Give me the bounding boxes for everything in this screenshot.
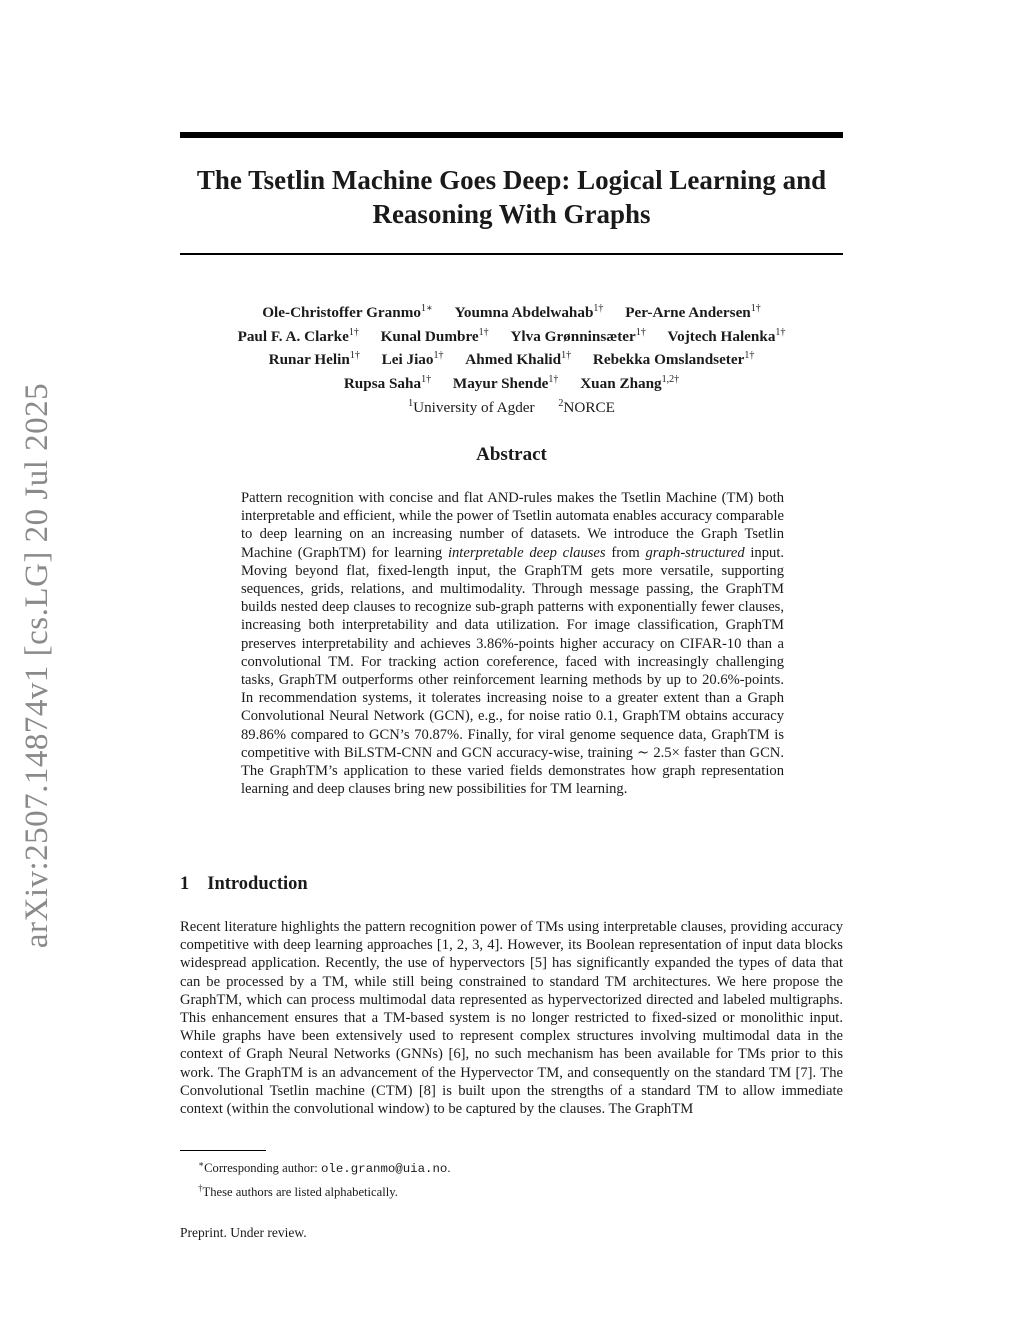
footnotes: [198, 1155, 451, 1201]
introduction-paragraph: Recent literature highlights the pattern recognition power of TMs using interpretable clauses, providing accuracy competitive with deep learning approaches [1, 2, 3, 4]. However, its Boolean representation of input data blocks widespread application. Recently, the use of hypervectors [5] has significantly expanded the types of data that can be processed by a TM, while still being constrained to standard TM architectures. We here propose the GraphTM, which can process multimodal data represented as hypervectorized directed and labeled multigraphs. This enhancement ensures that a TM-based system is no longer restricted to fixed-sized or monolithic input. While graphs have been extensively used to represent complex structures involving multimodal data in the context of Graph Neural Networks (GNNs) [6], no such mechanism has been available for TMs prior to this work. The GraphTM is an advancement of the Hypervector TM, and consequently on the standard TM [7]. The Convolutional Tsetlin machine (CTM) [8] is built upon the strengths of a standard TM to allow immediate context (within the convolutional window) to be captured by the clauses. The GraphTM: [180, 919, 843, 1118]
author-email-link[interactable]: ole.granmo@uia.no: [320, 1162, 448, 1177]
author: Paul F. A. Clarke$^{1\dagger}$: [237, 326, 359, 345]
author-row: [150, 323, 873, 347]
author-block: [150, 299, 873, 417]
abstract-heading: Abstract: [476, 444, 547, 465]
author: Per-Arne Andersen$^{1\dagger}$: [625, 303, 761, 322]
footnote-alphabetical: †These authors are listed alphabetically.: [198, 1182, 398, 1199]
author: Ahmed Khalid$^{1\dagger}$: [465, 350, 572, 369]
author: Ole-Christoffer Granmo$^{1∗}$: [262, 303, 433, 322]
arxiv-side-stamp: [14, 380, 62, 950]
author-row: [150, 370, 873, 394]
paper-title: The Tsetlin Machine Goes Deep: Logical Learning and Reasoning With Graphs: [196, 165, 827, 229]
author: Kunal Dumbre$^{1\dagger}$: [380, 326, 489, 345]
section-title: Introduction: [207, 874, 308, 894]
author-row: [150, 346, 873, 370]
abstract-emphasis: interpretable deep clauses: [447, 544, 606, 561]
author: Runar Helin$^{1\dagger}$: [268, 350, 360, 369]
preprint-note: Preprint. Under review.: [180, 1225, 307, 1240]
section-heading-introduction: [180, 874, 308, 895]
author: Xuan Zhang$^{1,2\dagger}$: [580, 373, 680, 393]
title-top-rule: [180, 132, 843, 138]
footnote-corresponding-author: ∗Corresponding author: ole.granmo@uia.no.: [198, 1159, 451, 1177]
author: Rupsa Saha$^{1\dagger}$: [343, 373, 432, 393]
abstract-emphasis: graph-structured: [645, 544, 745, 561]
author-row: [150, 299, 873, 323]
arxiv-identifier: arXiv:2507.14874v1 [cs.LG] 20 Jul 2025: [19, 382, 56, 948]
affiliation-row: [150, 394, 873, 418]
section-number: 1: [180, 874, 190, 894]
abstract-text: Pattern recognition with concise and flat AND-rules makes the Tsetlin Machine (TM) both interpretable and efficient, while the power of Tsetlin automata enables accuracy comparable to deep learning on an increasing number of datasets. We introduce the Graph Tsetlin Machine (GraphTM) for learning interpretable deep clauses from graph-structured input. Moving beyond flat, fixed-length input, the GraphTM gets more versatile, supporting sequences, grids, relations, and multimodality. Through message passing, the GraphTM builds nested deep clauses to recognize sub-graph patterns with exponentially fewer clauses, increasing both interpretability and data utilization. For image classification, GraphTM preserves interpretability and achieves 3.86%-points higher accuracy on CIFAR-10 than a convolutional TM. For tracking action coreference, faced with increasingly challenging tasks, GraphTM outperforms other reinforcement learning methods by up to 20.6%-points. In recommendation systems, it tolerates increasing noise to a greater extent than a Graph Convolutional Neural Network (GCN), e.g., for noise ratio 0.1, GraphTM obtains accuracy 89.86% compared to GCN’s 70.87%. Finally, for viral genome sequence data, GraphTM is competitive with BiLSTM-CNN and GCN accuracy-wise, training ∼ 2.5× faster than GCN. The GraphTM’s application to these varied fields demonstrates how graph representation learning and deep clauses bring new possibilities for TM learning.: [241, 490, 785, 798]
author: Ylva Grønninsæter$^{1\dagger}$: [510, 326, 646, 345]
author: Mayur Shende$^{1\dagger}$: [452, 373, 559, 393]
affiliation: $^1$University of Agder: [408, 397, 535, 416]
author: Vojtech Halenka$^{1\dagger}$: [667, 326, 786, 345]
footnote-rule: [180, 1150, 266, 1151]
affiliation: $^2$NORCE: [558, 397, 615, 416]
author: Youmna Abdelwahab$^{1\dagger}$: [454, 303, 604, 322]
author: Lei Jiao$^{1\dagger}$: [381, 350, 444, 369]
author: Rebekka Omslandseter$^{1\dagger}$: [592, 350, 755, 369]
title-bottom-rule: [180, 253, 843, 255]
